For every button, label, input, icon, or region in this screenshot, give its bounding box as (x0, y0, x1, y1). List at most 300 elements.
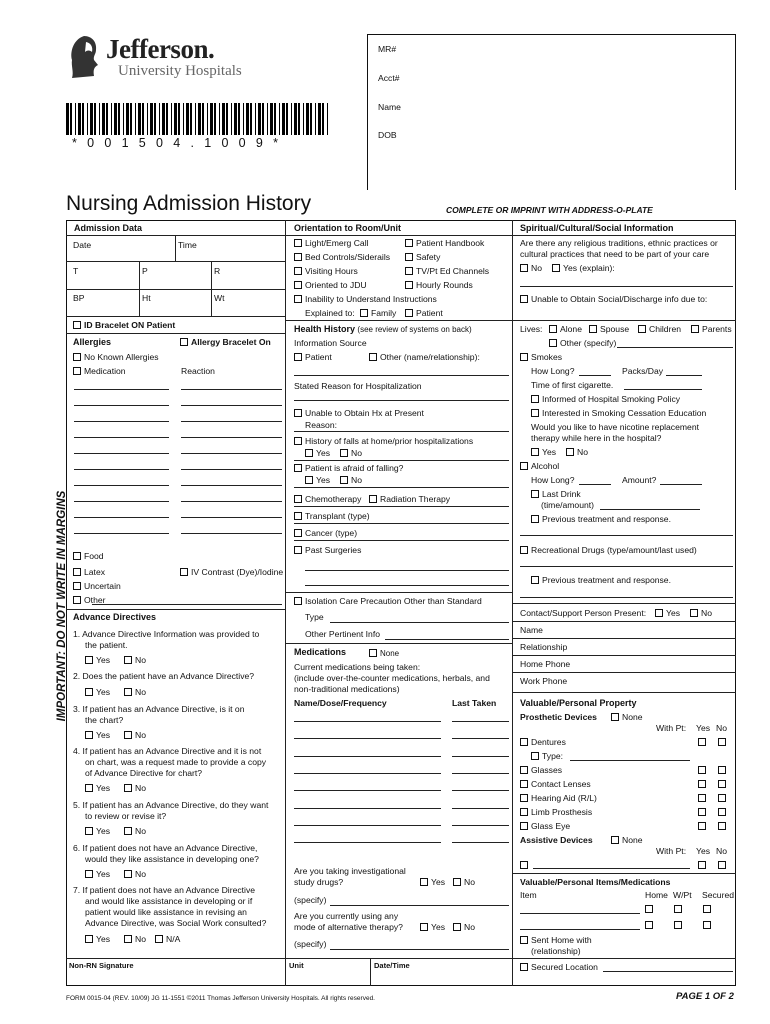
ad-q7-na[interactable]: N/A (155, 934, 180, 945)
inability-checkbox[interactable]: Inability to Understand Instructions (294, 294, 437, 305)
spiritual-q1: Are there any religious traditions, ethnic practices or (520, 238, 718, 248)
with-pt-no-box[interactable] (718, 822, 726, 830)
barcode-bar (258, 103, 261, 135)
with-pt-yes-box[interactable] (698, 738, 706, 746)
spiritual-no[interactable]: No (520, 263, 542, 274)
barcode (66, 103, 332, 135)
barcode-bar (219, 103, 220, 135)
stated-reason-label: Stated Reason for Hospitalization (294, 381, 422, 391)
allergy-med-line[interactable] (74, 437, 169, 438)
plate-mr: MR# (378, 44, 397, 54)
spiritual-header: Spiritual/Cultural/Social Information (520, 223, 674, 233)
allergy-reaction-line[interactable] (181, 405, 282, 406)
med-last-line[interactable] (452, 825, 509, 826)
isolation-checkbox[interactable]: Isolation Care Precaution Other than Standard (294, 596, 482, 607)
spiritual-yes[interactable]: Yes (explain): (552, 263, 615, 274)
ad-q7b: and would like assistance in developing or if (85, 896, 253, 906)
med-name-line[interactable] (294, 790, 441, 791)
with-pt-no-box[interactable] (718, 861, 726, 869)
assistive-item-checkbox[interactable] (520, 860, 531, 871)
ad-q7-no[interactable]: No (124, 934, 146, 945)
nka-checkbox[interactable]: No Known Allergies (73, 352, 159, 363)
with-pt-yes-box[interactable] (698, 794, 706, 802)
allergy-med-line[interactable] (74, 533, 169, 534)
orientation-header: Orientation to Room/Unit (294, 223, 401, 233)
med-last-line[interactable] (452, 808, 509, 809)
patient-explained-checkbox[interactable]: Patient (405, 308, 443, 319)
jdu-checkbox[interactable]: Oriented to JDU (294, 280, 367, 291)
afraid-yes[interactable]: Yes (305, 475, 330, 486)
prosthetic-label: Prosthetic Devices (520, 712, 597, 722)
other-allergy-checkbox[interactable]: Other (73, 595, 106, 606)
barcode-text: * 0 0 1 5 0 4 . 1 0 0 9 * (72, 136, 282, 150)
barcode-bar (207, 103, 208, 135)
withpt-no-header: No (716, 723, 727, 733)
ad-q7d: Advance Directive, was Social Work consulted? (85, 918, 267, 928)
barcode-bar (154, 103, 156, 135)
uncertain-checkbox[interactable]: Uncertain (73, 581, 121, 592)
logo-subtitle: University Hospitals (118, 63, 242, 79)
med-name-line[interactable] (294, 721, 441, 722)
barcode-bar (282, 103, 285, 135)
withpt2-yes: Yes (696, 846, 711, 856)
prosthetic-none[interactable]: None (611, 712, 643, 723)
barcode-bar (262, 103, 264, 135)
imprint-note: COMPLETE OR IMPRINT WITH ADDRESS-O-PLATE (446, 205, 653, 215)
ad-q6: 6. If patient does not have an Advance Directive, (73, 843, 258, 853)
barcode-bar (99, 103, 100, 135)
unit-label: Unit (289, 961, 304, 970)
bp-label: BP (73, 293, 85, 303)
secured-location-checkbox[interactable]: Secured Location (520, 962, 598, 973)
non-rn-signature-label: Non-RN Signature (69, 961, 134, 970)
ad-q5-no[interactable]: No (124, 826, 146, 837)
allergy-med-line[interactable] (74, 469, 169, 470)
alt-yes[interactable]: Yes (420, 922, 445, 933)
contact-work-phone-label: Work Phone (520, 676, 568, 686)
barcode-bar (202, 103, 204, 135)
lives-parents[interactable]: Parents (691, 324, 732, 335)
alt-no[interactable]: No (453, 922, 475, 933)
assistive-none[interactable]: None (611, 835, 643, 846)
alt-specify: (specify) (294, 939, 327, 949)
barcode-bar (166, 103, 168, 135)
barcode-bar (298, 103, 300, 135)
barcode-bar (243, 103, 244, 135)
barcode-bar (318, 103, 321, 135)
social-unable-checkbox[interactable]: Unable to Obtain Social/Discharge info due to: (520, 294, 707, 305)
allergy-reaction-line[interactable] (181, 485, 282, 486)
medications-header: Medications (294, 647, 347, 657)
alt-label: Are you currently using any (294, 911, 399, 921)
allergy-reaction-line[interactable] (181, 389, 282, 390)
barcode-bar (195, 103, 196, 135)
barcode-bar (135, 103, 136, 135)
items-item-col: Item (520, 890, 537, 900)
withpt2-no: No (716, 846, 727, 856)
smokes-checkbox[interactable]: Smokes (520, 352, 562, 363)
allergy-reaction-line[interactable] (181, 501, 282, 502)
light-checkbox[interactable]: Light/Emerg Call (294, 238, 369, 249)
barcode-bar (255, 103, 256, 135)
lives-other[interactable]: Other (specify) (549, 338, 616, 349)
meds-taken-note: (include over-the-counter medications, herbals, and (294, 673, 490, 683)
last-drink-checkbox[interactable]: Last Drink (531, 489, 581, 500)
plate-acct: Acct# (378, 73, 400, 83)
barcode-bar (183, 103, 184, 135)
ad-q6-no[interactable]: No (124, 869, 146, 880)
barcode-bar (150, 103, 153, 135)
contact-no[interactable]: No (690, 608, 712, 619)
barcode-bar (198, 103, 201, 135)
allergy-reaction-line[interactable] (181, 533, 282, 534)
barcode-bar (78, 103, 81, 135)
barcode-bar (190, 103, 192, 135)
allergy-bracelet-checkbox[interactable]: Allergy Bracelet On (180, 337, 271, 348)
barcode-bar (102, 103, 105, 135)
drugs-previous-checkbox[interactable]: Previous treatment and response. (531, 575, 671, 586)
allergy-med-line[interactable] (74, 453, 169, 454)
allergy-reaction-line[interactable] (181, 453, 282, 454)
withpt-yes-header: Yes (696, 723, 711, 733)
with-pt-yes-box[interactable] (698, 766, 706, 774)
with-pt-no-box[interactable] (718, 794, 726, 802)
invest-label2: study drugs? (294, 877, 344, 887)
barcode-bar (291, 103, 292, 135)
ad-q6-yes[interactable]: Yes (85, 869, 110, 880)
iv-contrast-checkbox[interactable]: IV Contrast (Dye)/Iodine (180, 567, 283, 578)
med-name-line[interactable] (294, 756, 441, 757)
admission-data-header: Admission Data (74, 223, 143, 233)
barcode-bar (186, 103, 189, 135)
with-pt-yes-box[interactable] (698, 822, 706, 830)
with-pt-no-box[interactable] (718, 766, 726, 774)
barcode-bar (226, 103, 228, 135)
time-label: Time (178, 240, 197, 250)
date-time-label: Date/Time (374, 961, 410, 970)
barcode-bar (142, 103, 144, 135)
source-patient-checkbox[interactable]: Patient (294, 352, 332, 363)
falls-checkbox[interactable]: History of falls at home/prior hospitalizations (294, 436, 473, 447)
items-secured-col: Secured (702, 890, 735, 900)
allergy-med-line[interactable] (74, 389, 169, 390)
invest-label: Are you taking investigational (294, 866, 406, 876)
radiation-checkbox[interactable]: Radiation Therapy (369, 494, 450, 505)
handbook-checkbox[interactable]: Patient Handbook (405, 238, 484, 249)
barcode-bar (126, 103, 129, 135)
allergy-med-line[interactable] (74, 405, 169, 406)
alcohol-howlong: How Long? (531, 475, 575, 485)
allergy-reaction-line[interactable] (181, 517, 282, 518)
barcode-bar (178, 103, 180, 135)
med-last-line[interactable] (452, 773, 509, 774)
med-name-line[interactable] (294, 738, 441, 739)
dentures-checkbox[interactable]: Dentures (520, 737, 566, 748)
bed-checkbox[interactable]: Bed Controls/Siderails (294, 252, 390, 263)
item-home-box[interactable] (645, 905, 653, 913)
ad-q2: 2. Does the patient have an Advance Directive? (73, 671, 255, 681)
barcode-bar (238, 103, 240, 135)
property-header: Valuable/Personal Property (520, 698, 637, 708)
withpt-label: With Pt: (656, 723, 687, 733)
barcode-bar (270, 103, 273, 135)
address-plate (367, 34, 736, 190)
barcode-bar (106, 103, 108, 135)
last-drink-time: (time/amount) (541, 500, 595, 510)
barcode-bar (82, 103, 84, 135)
contact-relationship-label: Relationship (520, 642, 568, 652)
surgeries-checkbox[interactable]: Past Surgeries (294, 545, 361, 556)
allergy-med-line[interactable] (74, 421, 169, 422)
item-home-box[interactable] (645, 921, 653, 929)
lives-label: Lives: (520, 324, 543, 334)
lives-spouse[interactable]: Spouse (589, 324, 629, 335)
ad-q2-no[interactable]: No (124, 687, 146, 698)
transplant-checkbox[interactable]: Transplant (type) (294, 511, 370, 522)
barcode-bar (94, 103, 96, 135)
barcode-bar (114, 103, 117, 135)
barcode-bar (66, 103, 69, 135)
barcode-bar (246, 103, 249, 135)
med-last-line[interactable] (452, 738, 509, 739)
ad-q4: 4. If patient has an Advance Directive and it is not (73, 746, 262, 756)
chemo-checkbox[interactable]: Chemotherapy (294, 494, 361, 505)
lives-alone[interactable]: Alone (549, 324, 582, 335)
afraid-checkbox[interactable]: Patient is afraid of falling? (294, 463, 403, 474)
item-secured-box[interactable] (703, 921, 711, 929)
items-home-col: Home (645, 890, 668, 900)
informed-checkbox[interactable]: Informed of Hospital Smoking Policy (531, 394, 680, 405)
with-pt-yes-box[interactable] (698, 861, 706, 869)
ad-q7-yes[interactable]: Yes (85, 934, 110, 945)
afraid-no[interactable]: No (340, 475, 362, 486)
margin-warning: IMPORTANT: DO NOT WRITE IN MARGINS (56, 490, 68, 722)
nicotine-q2: therapy while here in the hospital? (531, 433, 662, 443)
med-name-line[interactable] (294, 773, 441, 774)
drugs-checkbox[interactable]: Recreational Drugs (type/amount/last used) (520, 545, 697, 556)
barcode-bar (123, 103, 124, 135)
cessation-checkbox[interactable]: Interested in Smoking Cessation Education (531, 408, 706, 419)
ad-q3-yes[interactable]: Yes (85, 730, 110, 741)
unable-hx-checkbox[interactable]: Unable to Obtain Hx at Present (294, 408, 424, 419)
ad-q5-yes[interactable]: Yes (85, 826, 110, 837)
barcode-bar (162, 103, 165, 135)
assistive-label: Assistive Devices (520, 835, 593, 845)
smoke-howlong: How Long? (531, 366, 575, 376)
contact-name-label: Name (520, 625, 543, 635)
dentures-type-checkbox[interactable]: Type: (531, 751, 563, 762)
glass-eye-checkbox[interactable]: Glass Eye (520, 821, 570, 832)
contact-yes[interactable]: Yes (655, 608, 680, 619)
with-pt-no-box[interactable] (718, 780, 726, 788)
meds-name-col: Name/Dose/Frequency (294, 698, 387, 708)
wt-label: Wt (214, 293, 225, 303)
ad-q1b: the patient. (85, 640, 128, 650)
hourly-checkbox[interactable]: Hourly Rounds (405, 280, 473, 291)
with-pt-no-box[interactable] (718, 738, 726, 746)
advance-directives-header: Advance Directives (73, 612, 157, 622)
barcode-bar (171, 103, 172, 135)
ad-q3b: the chart? (85, 715, 124, 725)
ad-q4-yes[interactable]: Yes (85, 783, 110, 794)
barcode-bar (214, 103, 216, 135)
meds-taken-note2: non-traditional medications) (294, 684, 400, 694)
ad-q5: 5. If patient has an Advance Directive, do they want (73, 800, 269, 810)
allergy-reaction-line[interactable] (181, 437, 282, 438)
med-last-line[interactable] (452, 721, 509, 722)
limb-checkbox[interactable]: Limb Prosthesis (520, 807, 592, 818)
sent-home-relationship: (relationship) (531, 946, 581, 956)
ad-q2-yes[interactable]: Yes (85, 687, 110, 698)
item-wpt-box[interactable] (674, 905, 682, 913)
nicotine-no[interactable]: No (566, 447, 588, 458)
invest-yes[interactable]: Yes (420, 877, 445, 888)
barcode-bar (87, 103, 88, 135)
ad-q4-no[interactable]: No (124, 783, 146, 794)
ad-q3-no[interactable]: No (124, 730, 146, 741)
item-secured-box[interactable] (703, 905, 711, 913)
med-name-line[interactable] (294, 825, 441, 826)
with-pt-yes-box[interactable] (698, 808, 706, 816)
visiting-checkbox[interactable]: Visiting Hours (294, 266, 358, 277)
barcode-bar (315, 103, 316, 135)
barcode-bar (70, 103, 72, 135)
barcode-bar (75, 103, 76, 135)
plate-name: Name (378, 102, 401, 112)
safety-checkbox[interactable]: Safety (405, 252, 440, 263)
items-header: Valuable/Personal Items/Medications (520, 877, 671, 887)
reaction-label: Reaction (181, 366, 215, 376)
invest-specify: (specify) (294, 895, 327, 905)
allergy-med-line[interactable] (74, 485, 169, 486)
meds-none-checkbox[interactable]: None (369, 648, 399, 659)
allergy-med-line[interactable] (74, 517, 169, 518)
source-other-checkbox[interactable]: Other (name/relationship): (369, 352, 480, 363)
form-number: FORM 0015-04 (REV. 10/09) JG 11-1551 ©2011 Thomas Jefferson University Hospitals. All rights reserved. (66, 995, 375, 1002)
barcode-bar (111, 103, 112, 135)
barcode-bar (310, 103, 312, 135)
allergy-med-line[interactable] (74, 501, 169, 502)
ad-q1: 1. Advance Directive Information was provided to (73, 629, 260, 639)
barcode-bar (274, 103, 276, 135)
alcohol-previous-checkbox[interactable]: Previous treatment and response. (531, 514, 671, 525)
falls-no[interactable]: No (340, 448, 362, 459)
information-source-label: Information Source (294, 338, 367, 348)
med-name-line[interactable] (294, 842, 441, 843)
smoke-time: Time of first cigarette. (531, 380, 614, 390)
items-wpt-col: W/Pt (673, 890, 692, 900)
allergies-header: Allergies (73, 337, 112, 347)
glasses-checkbox[interactable]: Glasses (520, 765, 562, 776)
barcode-bar (210, 103, 213, 135)
page-title: Nursing Admission History (66, 192, 312, 215)
barcode-bar (286, 103, 288, 135)
temp-label: T (73, 266, 79, 276)
resp-label: R (214, 266, 221, 276)
barcode-bar (267, 103, 268, 135)
jefferson-bust-icon (66, 32, 102, 82)
tv-checkbox[interactable]: TV/Pt Ed Channels (405, 266, 489, 277)
pertinent-info-label: Other Pertinent Info (305, 629, 380, 639)
falls-yes[interactable]: Yes (305, 448, 330, 459)
lives-children[interactable]: Children (638, 324, 681, 335)
nicotine-q1: Would you like to have nicotine replacement (531, 422, 699, 432)
date-label: Date (73, 240, 92, 250)
ad-q1-no[interactable]: No (124, 655, 146, 666)
meds-taken-label: Current medications being taken: (294, 662, 421, 672)
med-name-line[interactable] (294, 808, 441, 809)
medication-checkbox[interactable]: Medication (73, 366, 126, 377)
alcohol-amount: Amount? (622, 475, 657, 485)
ad-q4b: on chart, was a request made to provide a copy (85, 757, 267, 767)
barcode-bar (303, 103, 304, 135)
alcohol-checkbox[interactable]: Alcohol (520, 461, 559, 472)
barcode-bar (234, 103, 237, 135)
nicotine-yes[interactable]: Yes (531, 447, 556, 458)
latex-checkbox[interactable]: Latex (73, 567, 105, 578)
with-pt-no-box[interactable] (718, 808, 726, 816)
barcode-bar (222, 103, 225, 135)
unable-reason-label: Reason: (305, 420, 338, 430)
cancer-checkbox[interactable]: Cancer (type) (294, 528, 357, 539)
barcode-bar (279, 103, 280, 135)
med-last-line[interactable] (452, 842, 509, 843)
barcode-bar (250, 103, 252, 135)
med-last-line[interactable] (452, 756, 509, 757)
explained-to-label: Explained to: (305, 308, 355, 318)
allergy-reaction-line[interactable] (181, 421, 282, 422)
logo (66, 32, 256, 84)
contact-present-label: Contact/Support Person Present: (520, 608, 647, 618)
barcode-bar (159, 103, 160, 135)
plate-dob: DOB (378, 130, 397, 140)
barcode-bar (130, 103, 132, 135)
barcode-bar (90, 103, 93, 135)
smoke-packs: Packs/Day (622, 366, 664, 376)
barcode-bar (322, 103, 324, 135)
withpt2-label: With Pt: (656, 846, 687, 856)
barcode-bar (231, 103, 232, 135)
ht-label: Ht (142, 293, 151, 303)
alt-label2: mode of alternative therapy? (294, 922, 403, 932)
barcode-bar (294, 103, 297, 135)
invest-no[interactable]: No (453, 877, 475, 888)
family-checkbox[interactable]: Family (360, 308, 396, 319)
barcode-bar (174, 103, 177, 135)
spiritual-q2: cultural practices that need to be part of your care (520, 249, 710, 259)
barcode-bar (327, 103, 328, 135)
hearing-aid-checkbox[interactable]: Hearing Aid (R/L) (520, 793, 597, 804)
med-last-line[interactable] (452, 790, 509, 791)
item-wpt-box[interactable] (674, 921, 682, 929)
barcode-bar (306, 103, 309, 135)
food-checkbox[interactable]: Food (73, 551, 104, 562)
contact-lenses-checkbox[interactable]: Contact Lenses (520, 779, 591, 790)
ad-q7c: patient would like assistance in revising an (85, 907, 247, 917)
page-number: PAGE 1 OF 2 (676, 991, 734, 1002)
id-bracelet-checkbox[interactable]: ID Bracelet ON Patient (73, 320, 175, 331)
allergy-reaction-line[interactable] (181, 469, 282, 470)
ad-q6b: would they like assistance in developing one? (85, 854, 259, 864)
barcode-bar (118, 103, 120, 135)
ad-q1-yes[interactable]: Yes (85, 655, 110, 666)
ad-q3: 3. If patient has an Advance Directive, is it on (73, 704, 245, 714)
with-pt-yes-box[interactable] (698, 780, 706, 788)
barcode-bar (138, 103, 141, 135)
meds-last-col: Last Taken (452, 698, 497, 708)
ad-q7: 7. If patient does not have an Advance Directive (73, 885, 256, 895)
sent-home-checkbox[interactable]: Sent Home with (520, 935, 592, 946)
